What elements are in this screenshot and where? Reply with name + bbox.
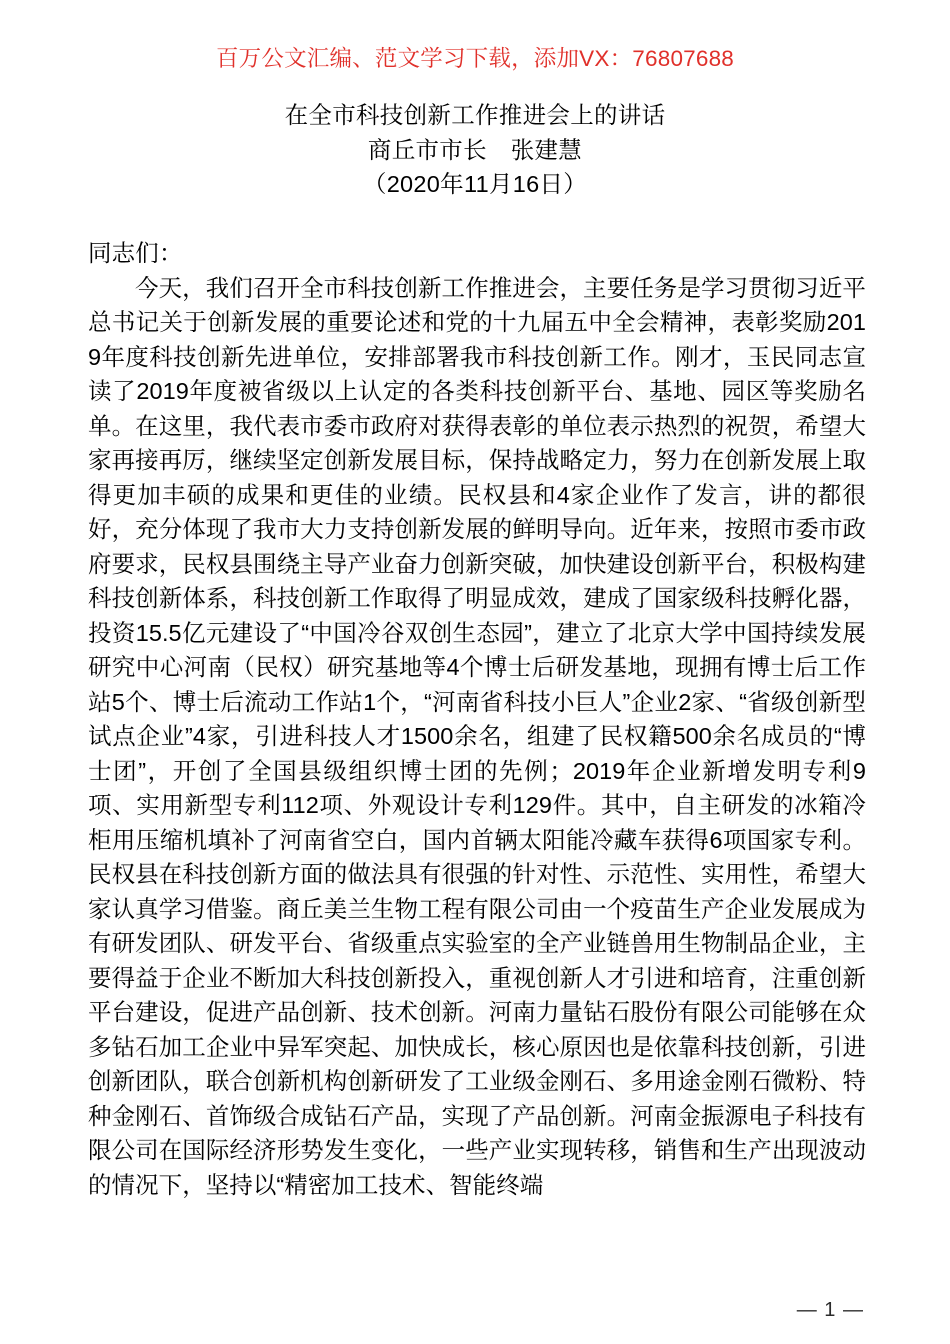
date-line: （2020年11月16日） xyxy=(362,171,588,197)
promo-banner: 百万公文汇编、范文学习下载，添加VX：76807688 xyxy=(215,46,735,71)
document-title: 在全市科技创新工作推进会上的讲话 xyxy=(284,102,666,128)
body-paragraph: 今天，我们召开全市科技创新工作推进会，主要任务是学习贯彻习近平总书记关于创新发展的重要论述和党的十九届五中全会精神，表彰奖励2019年度科技创新先进单位，安排部署我市科技创新工作。刚才，玉民同志宣读了2019年度被省级以上认定的各类科技创新平台、基地、园区等奖励名单。在这里，我代表市委市政府对获得表彰的单位表示热烈的祝贺，希望大家再接再厉，继续坚定创新发展目标，保持战略定力，努力在创新发展上取得更加丰硕的成果和更佳的业绩。民权县和4家企业作了发言，讲的都很好，充分体现了我市大力支持创新发展的鲜明导向。近年来，按照市委市政府要求，民权县围绕主导产业奋力创新突破，加快建设创新平台，积极构建科技创新体系，科技创新工作取得了明显成效，建成了国家级科技孵化器，投资15.5亿元建设了“中国冷谷双创生态园”，建立了北京大学中国持续发展研究中心河南（民权）研究基地等4个博士后研发基地，现拥有博士后工作站5个、博士后流动工作站1个，“河南省科技小巨人”企业2家、“省级创新型试点企业”4家，引进科技人才1500余名，组建了民权籍500余名成员的“博士团”，开创了全国县级组织博士团的先例；2019年企业新增发明专利9项、实用新型专利112项、外观设计专利129件。其中，自主研发的冰箱冷柜用压缩机填补了河南省空白，国内首辆太阳能冷藏车获得6项国家专利。民权县在科技创新方面的做法具有很强的针对性、示范性、实用性，希望大家认真学习借鉴。商丘美兰生物工程有限公司由一个疫苗生产企业发展成为有研发团队、研发平台、省级重点实验室的全产业链兽用生物制品企业，主要得益于企业不断加大科技创新投入，重视创新人才引进和培育，注重创新平台建设，促进产品创新、技术创新。河南力量钻石股份有限公司能够在众多钻石加工企业中异军突起、加快成长，核心原因也是依靠科技创新，引进创新团队，联合创新机构创新研发了工业级金刚石、多用途金刚石微粉、特种金刚石、首饰级合成钻石产品，实现了产品创新。河南金振源电子科技有限公司在国际经济形势发生变化，一些产业实现转移，销售和生产出现波动的情况下，坚持以“精密加工技术、智能终端 xyxy=(88,274,866,1198)
title-block xyxy=(0,98,950,202)
salutation: 同志们： xyxy=(88,240,183,266)
document-body xyxy=(88,236,866,1202)
speaker-line: 商丘市市长 张建慧 xyxy=(367,136,583,163)
page-number: — 1 — xyxy=(796,1299,864,1321)
